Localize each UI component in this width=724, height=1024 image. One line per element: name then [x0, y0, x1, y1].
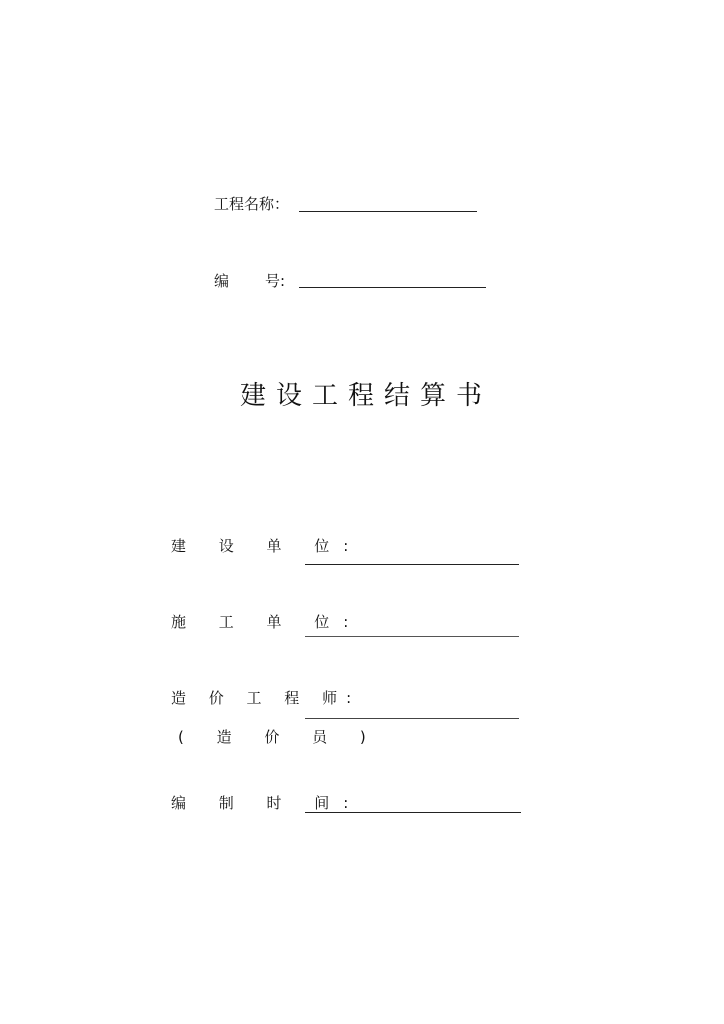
number-line[interactable]	[299, 287, 486, 288]
cost-engineer-sub-label: ( 造 价 员 )	[178, 728, 380, 746]
builder-unit-line[interactable]	[305, 636, 519, 637]
compile-time-label: 编 制 时 间:	[171, 794, 363, 812]
construction-unit-label: 建 设 单 位:	[171, 537, 363, 555]
number-label-b: 号:	[265, 272, 286, 290]
cost-engineer-line[interactable]	[305, 718, 519, 719]
compile-time-line[interactable]	[305, 812, 521, 813]
number-label-a: 编	[214, 272, 230, 290]
cost-engineer-label: 造 价 工 程 师:	[171, 689, 361, 707]
document-title: 建设工程结算书	[239, 381, 492, 411]
project-name-label: 工程名称：	[214, 195, 290, 213]
construction-unit-line[interactable]	[305, 564, 519, 565]
project-name-line[interactable]	[299, 211, 477, 212]
builder-unit-label: 施 工 单 位:	[171, 613, 363, 631]
